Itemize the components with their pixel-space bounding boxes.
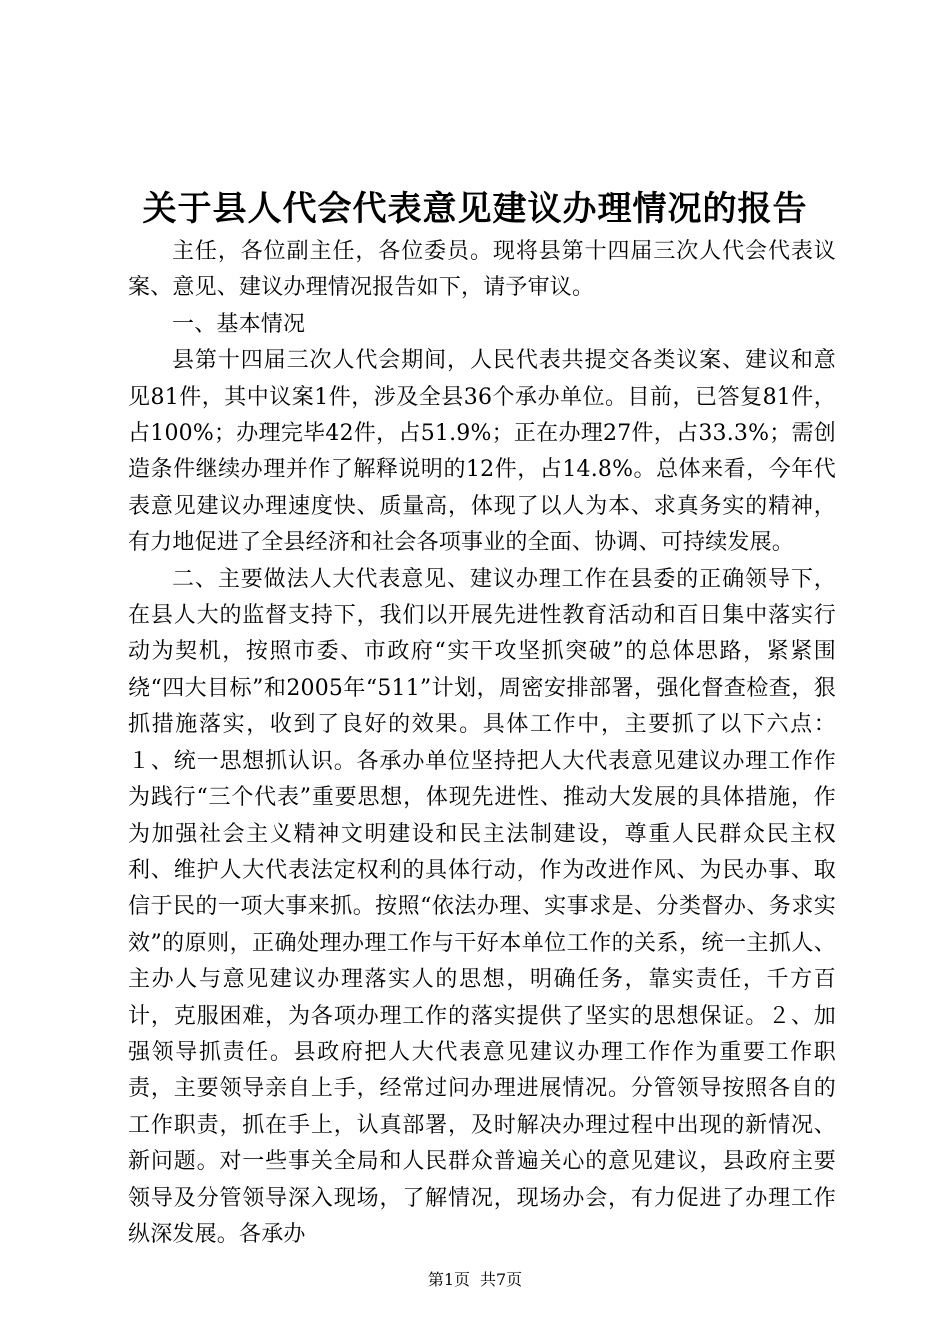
section-heading-basic-situation: 一、基本情况 bbox=[172, 311, 306, 337]
page-footer bbox=[0, 1270, 950, 1290]
paragraph-main-practices: 二、主要做法人大代表意见、建议办理工作在县委的正确领导下，在县人大的监督支持下，我们以开展先进性教育活动和百日集中落实行动为契机，按照市委、市政府“实干攻坚抓突破”的总体思路，紧紧围绕“四大目标”和2005年“511”计划，周密安排部署，强化督查检查，狠抓措施落实，收到了良好的效果。具体工作中，主要抓了以下六点：１、统一思想抓认识。各承办单位坚持把人大代表意见建议办理工作作为践行“三个代表”重要思想，体现先进性、推动大发展的具体措施，作为加强社会主义精神文明建设和民主法制建设，尊重人民群众民主权利、维护人大代表法定权利的具体行动，作为改进作风、为民办事、取信于民的一项大事来抓。按照“依法办理、实事求是、分类督办、务求实效”的原则，正确处理办理工作与干好本单位工作的关系，统一主抓人、主办人与意见建议办理落实人的思想，明确任务，靠实责任，千方百计，克服困难，为各项办理工作的落实提供了坚实的思想保证。２、加强领导抓责任。县政府把人大代表意见建议办理工作作为重要工作职责，主要领导亲自上手，经常过问办理进展情况。分管领导按照各自的工作职责，抓在手上，认真部署，及时解决办理过程中出现的新情况、新问题。对一些事关全局和人民群众普遍关心的意见建议，县政府主要领导及分管领导深入现场，了解情况，现场办会，有力促进了办理工作纵深发展。各承办 bbox=[128, 566, 836, 1247]
document-body bbox=[128, 234, 836, 1253]
paragraph-greeting: 主任，各位副主任，各位委员。现将县第十四届三次人代会代表议案、意见、建议办理情况报告如下，请予审议。 bbox=[128, 239, 836, 301]
paragraph-basic-situation: 县第十四届三次人代会期间，人民代表共提交各类议案、建议和意见81件，其中议案1件，涉及全县36个承办单位。目前，已答复81件，占100%；办理完毕42件，占51.9%；正在办理27件，占33.3%；需创造条件继续办理并作了解释说明的12件，占14.8%。总体来看，今年代表意见建议办理速度快、质量高，体现了以人为本、求真务实的精神，有力地促进了全县经济和社会各项事业的全面、协调、可持续发展。 bbox=[128, 348, 836, 556]
page-total: 共7页 bbox=[480, 1270, 523, 1289]
page-number: 第1页 bbox=[427, 1270, 470, 1289]
document-title: 关于县人代会代表意见建议办理情况的报告 bbox=[142, 189, 808, 229]
